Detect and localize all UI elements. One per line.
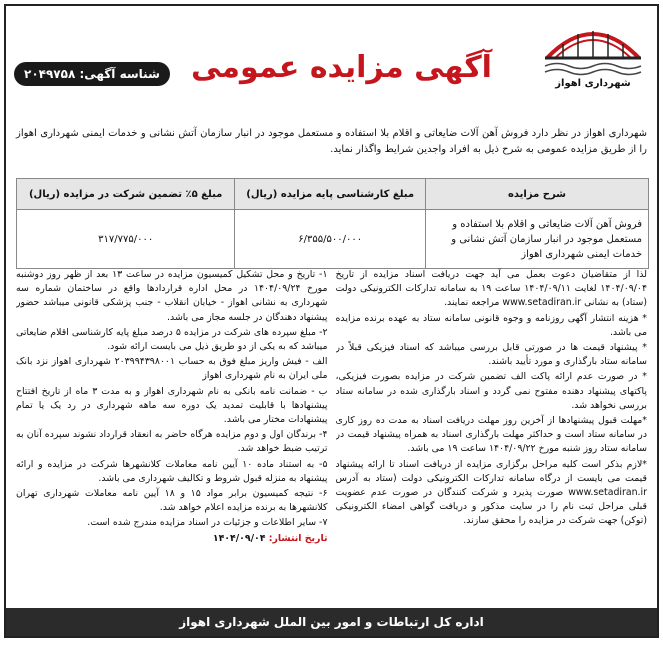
publish-date <box>16 532 328 546</box>
intro-text: شهرداری اهواز در نظر دارد فروش آهن آلات ضایعاتی و اقلام بلا استفاده و مستعمل موجود در انبار سازمان آتش نشانی و خدمات ایمنی شهرداری اهواز را از طریق مزایده عمومی به شرح ذیل به افراد واجدین شرایط واگذار نماید. <box>16 128 647 155</box>
condition-paragraph: *مهلت قبول پیشنهادها از آخرین روز مهلت دریافت اسناد به مدت ده روز کاری در سامانه ستاد است و حداکثر مهلت بارگذاری اسناد به همراه پیشنهاد قیمت در سامانه ستاد روز شنبه مورخ ۱۴۰۴/۰۹/۲۲ ساعت ۱۹ می باشد. <box>335 415 647 455</box>
condition-paragraph: ۱- تاریخ و محل تشکیل کمیسیون مزایده در ساعت ۱۳ بعد از ظهر روز دوشنبه مورخ ۱۴۰۴/۰۹/۲۴ در محل اداره قراردادها واقع در ساختمان شماره سه شهرداری به نشانی اهواز - خیابان انقلاب - جنب پزشکی قانونی میباشد حضور پیشنهاد دهندگان در جلسه مجاز می باشد. <box>16 269 328 323</box>
publish-date-label: تاریخ انتشار: <box>268 532 328 544</box>
ad-id-badge: شناسه آگهی: ۲۰۴۹۷۵۸ <box>14 62 170 86</box>
condition-paragraph: ۶- نتیجه کمیسیون برابر مواد ۱۵ و ۱۸ آیین نامه معاملات شهرداری تهران کلانشهرها به برنده مزایده اعلام خواهد شد. <box>16 488 328 514</box>
condition-paragraph: * پیشنهاد قیمت ها در صورتی قابل بررسی میباشد که اسناد فیزیکی قبلاً در سامانه ستاد بارگذاری و مورد تأیید باشند. <box>335 342 647 368</box>
condition-paragraph: *لازم بذکر است کلیه مراحل برگزاری مزایده از دریافت اسناد تا ارائه پیشنهاد قیمت می بایست از درگاه سامانه تدارکات الکترونیکی دولت (ستاد به آدرس www.setadiran.ir صورت پذیرد و شرکت کنندگان در صورت عدم عضویت قبلی مراحل ثبت نام را در سایت مذکور و دریافت گواهی امضاء الکترونیکی (توکن) جهت شرکت در مزایده را محقق سازند. <box>335 458 647 527</box>
bridge-logo-icon <box>543 14 643 76</box>
condition-paragraph: ۵- به استناد ماده ۱۰ آیین نامه معاملات کلانشهرها شرکت در مزایده و ارائه پیشنهاد به منزله قبول شروط و تکالیف شهرداری می باشد. <box>16 458 328 484</box>
condition-paragraph: ب - ضمانت نامه بانکی به نام شهرداری اهواز و به مدت ۳ ماه از تاریخ افتتاح پیشنهادها با قابلیت تمدید یک دوره سه ماهه شهرداری در رد یک یا تمام پیشنهادات مختار می باشد. <box>16 385 328 426</box>
logo-caption: شهرداری اهواز <box>555 78 631 89</box>
cell-deposit: ۳۱۷/۷۷۵/۰۰۰ <box>17 210 235 269</box>
table-header-row <box>17 179 649 210</box>
condition-paragraph: ۲- مبلغ سپرده های شرکت در مزایده ۵ درصد مبلغ پایه کارشناسی اقلام ضایعاتی میباشد که به یکی از دو طریق ذیل می بایست ارائه شود. <box>16 326 328 353</box>
ad-page <box>4 4 659 638</box>
left-column <box>16 268 328 596</box>
header-base-price: مبلغ کارشناسی پایه مزایده (ریال) <box>235 179 426 210</box>
header-deposit: مبلغ ۵٪ تضمین شرکت در مزایده (ریال) <box>17 179 235 210</box>
condition-paragraph: ۷- سایر اطلاعات و جزئیات در اسناد مزایده مندرج شده است. <box>87 517 328 529</box>
condition-paragraph: * هزینه انتشار آگهی روزنامه و وجوه قانونی سامانه ستاد به عهده برنده مزایده می باشد. <box>335 312 647 338</box>
condition-paragraph: لذا از متقاضیان دعوت بعمل می آید جهت دریافت اسناد مزایده از تاریخ ۱۴۰۴/۰۹/۰۴ لغایت ۱۴۰۴/۰۹/۱۱ ساعت ۱۹ به سامانه تدارکات الکترونیکی دولت (ستاد) به نشانی www.setadiran.ir مراجعه نمایند. <box>335 269 647 309</box>
publish-date-value: ۱۴۰۴/۰۹/۰۴ <box>212 532 266 544</box>
auction-table <box>16 178 649 269</box>
condition-paragraph: ۴- برندگان اول و دوم مزایده هرگاه حاضر به انعقاد قرارداد نشوند سپرده آنان به ترتیب ضبط خواهد شد. <box>16 429 328 455</box>
ad-title: آگهی مزایده عمومی <box>191 50 492 85</box>
conditions-columns <box>16 268 647 596</box>
cell-base-price: ۶/۳۵۵/۵۰۰/۰۰۰ <box>235 210 426 269</box>
ad-header <box>6 6 657 124</box>
condition-paragraph: الف - فیش واریز مبلغ فوق به حساب ۲۰۳۹۹۴۳۹۸۰۰۱ شهرداری اهواز نزد بانک ملی ایران به نام شهرداری اهواز <box>16 356 328 382</box>
right-column <box>336 268 648 596</box>
table-row <box>17 210 649 269</box>
header-description: شرح مزایده <box>426 179 649 210</box>
cell-description: فروش آهن آلات ضایعاتی و اقلام بلا استفاده و مستعمل موجود در انبار سازمان آتش نشانی و خدمات ایمنی شهرداری اهواز <box>426 210 649 269</box>
municipality-logo <box>537 14 649 89</box>
condition-paragraph: * در صورت عدم ارائه پاکت الف تضمین شرکت در مزایده بصورت فیزیکی، پاکتهای پیشنهاد دهنده مفتوح نمی گردد و اسناد بارگذاری شده در سامانه ستاد بررسی نخواهد شد. <box>335 371 647 411</box>
footer-bar: اداره کل ارتباطات و امور بین الملل شهرداری اهواز <box>6 608 657 636</box>
